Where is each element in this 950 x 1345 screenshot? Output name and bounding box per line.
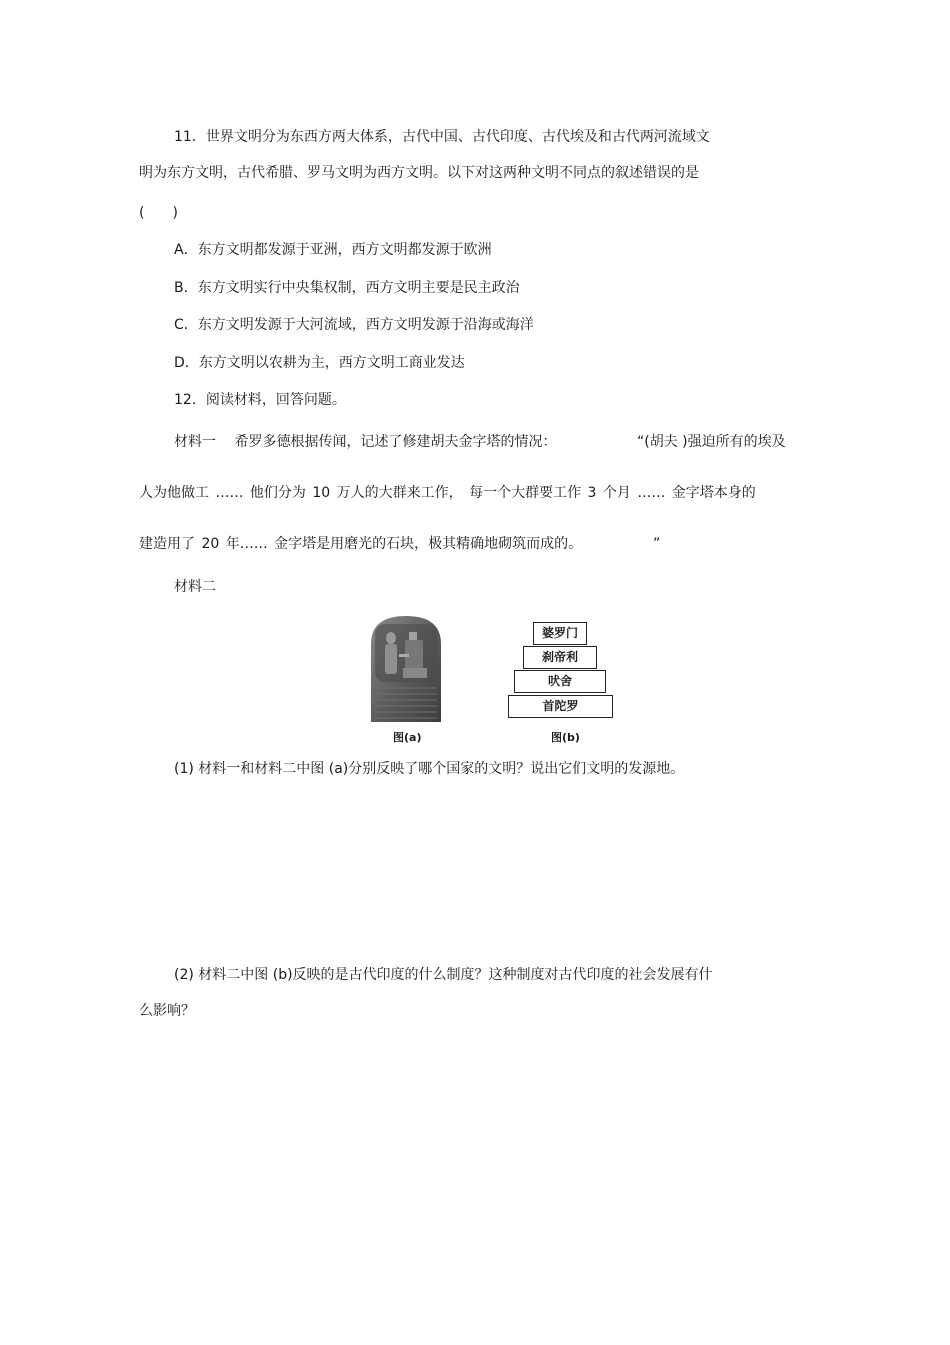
sub-question-2-line1: (2) 材料二中图 (b)反映的是古代印度的什么制度？这种制度对古代印度的社会发展有什: [174, 967, 713, 983]
sub-question-1: (1) 材料一和材料二中图 (a)分别反映了哪个国家的文明？说出它们文明的发源地。: [174, 761, 685, 777]
q11-option-c: C．东方文明发源于大河流域，西方文明发源于沿海或海洋: [174, 317, 534, 333]
caste-tier-brahmin: 婆罗门: [533, 622, 587, 645]
q11-stem-line2: 明为东方文明，古代希腊、罗马文明为西方文明。以下对这两种文明不同点的叙述错误的是: [139, 165, 699, 181]
stele-image: [369, 614, 443, 722]
caste-tier-kshatriya: 刹帝利: [523, 646, 597, 669]
q11-option-a: A．东方文明都发源于亚洲，西方文明都发源于欧洲: [174, 242, 492, 258]
material-one-line2: 人为他做工 …… 他们分为 10 万人的大群来工作， 每一个大群要工作 3 个月 …… 金字塔本身的: [139, 485, 756, 501]
material-one-line3: 建造用了 20 年…… 金字塔是用磨光的石块，极其精确地砌筑而成的。: [139, 536, 583, 552]
caste-tier-vaishya: 吠舍: [514, 670, 606, 693]
q11-stem-line1: 11．世界文明分为东西方两大体系，古代中国、古代印度、古代埃及和古代两河流域文: [174, 129, 710, 145]
material-one-close-quote: ”: [653, 536, 661, 552]
sub-question-2-line2: 么影响？: [139, 1003, 195, 1019]
caste-tier-shudra: 首陀罗: [508, 695, 613, 718]
material-one-line1-left: 材料一 希罗多德根据传闻，记述了修建胡夫金字塔的情况：: [174, 434, 557, 450]
q11-option-d: D．东方文明以农耕为主，西方文明工商业发达: [174, 355, 465, 371]
material-two-label: 材料二: [174, 579, 216, 595]
q11-option-b: B．东方文明实行中央集权制，西方文明主要是民主政治: [174, 280, 520, 296]
material-one-line1-right: “(胡夫 )强迫所有的埃及: [637, 434, 786, 450]
figure-b-caption: 图(b): [551, 731, 580, 744]
figure-a-caption: 图(a): [393, 731, 422, 744]
q12-stem: 12．阅读材料，回答问题。: [174, 392, 346, 408]
q11-answer-paren: ( ): [139, 205, 178, 221]
stele-icon: [369, 614, 443, 722]
